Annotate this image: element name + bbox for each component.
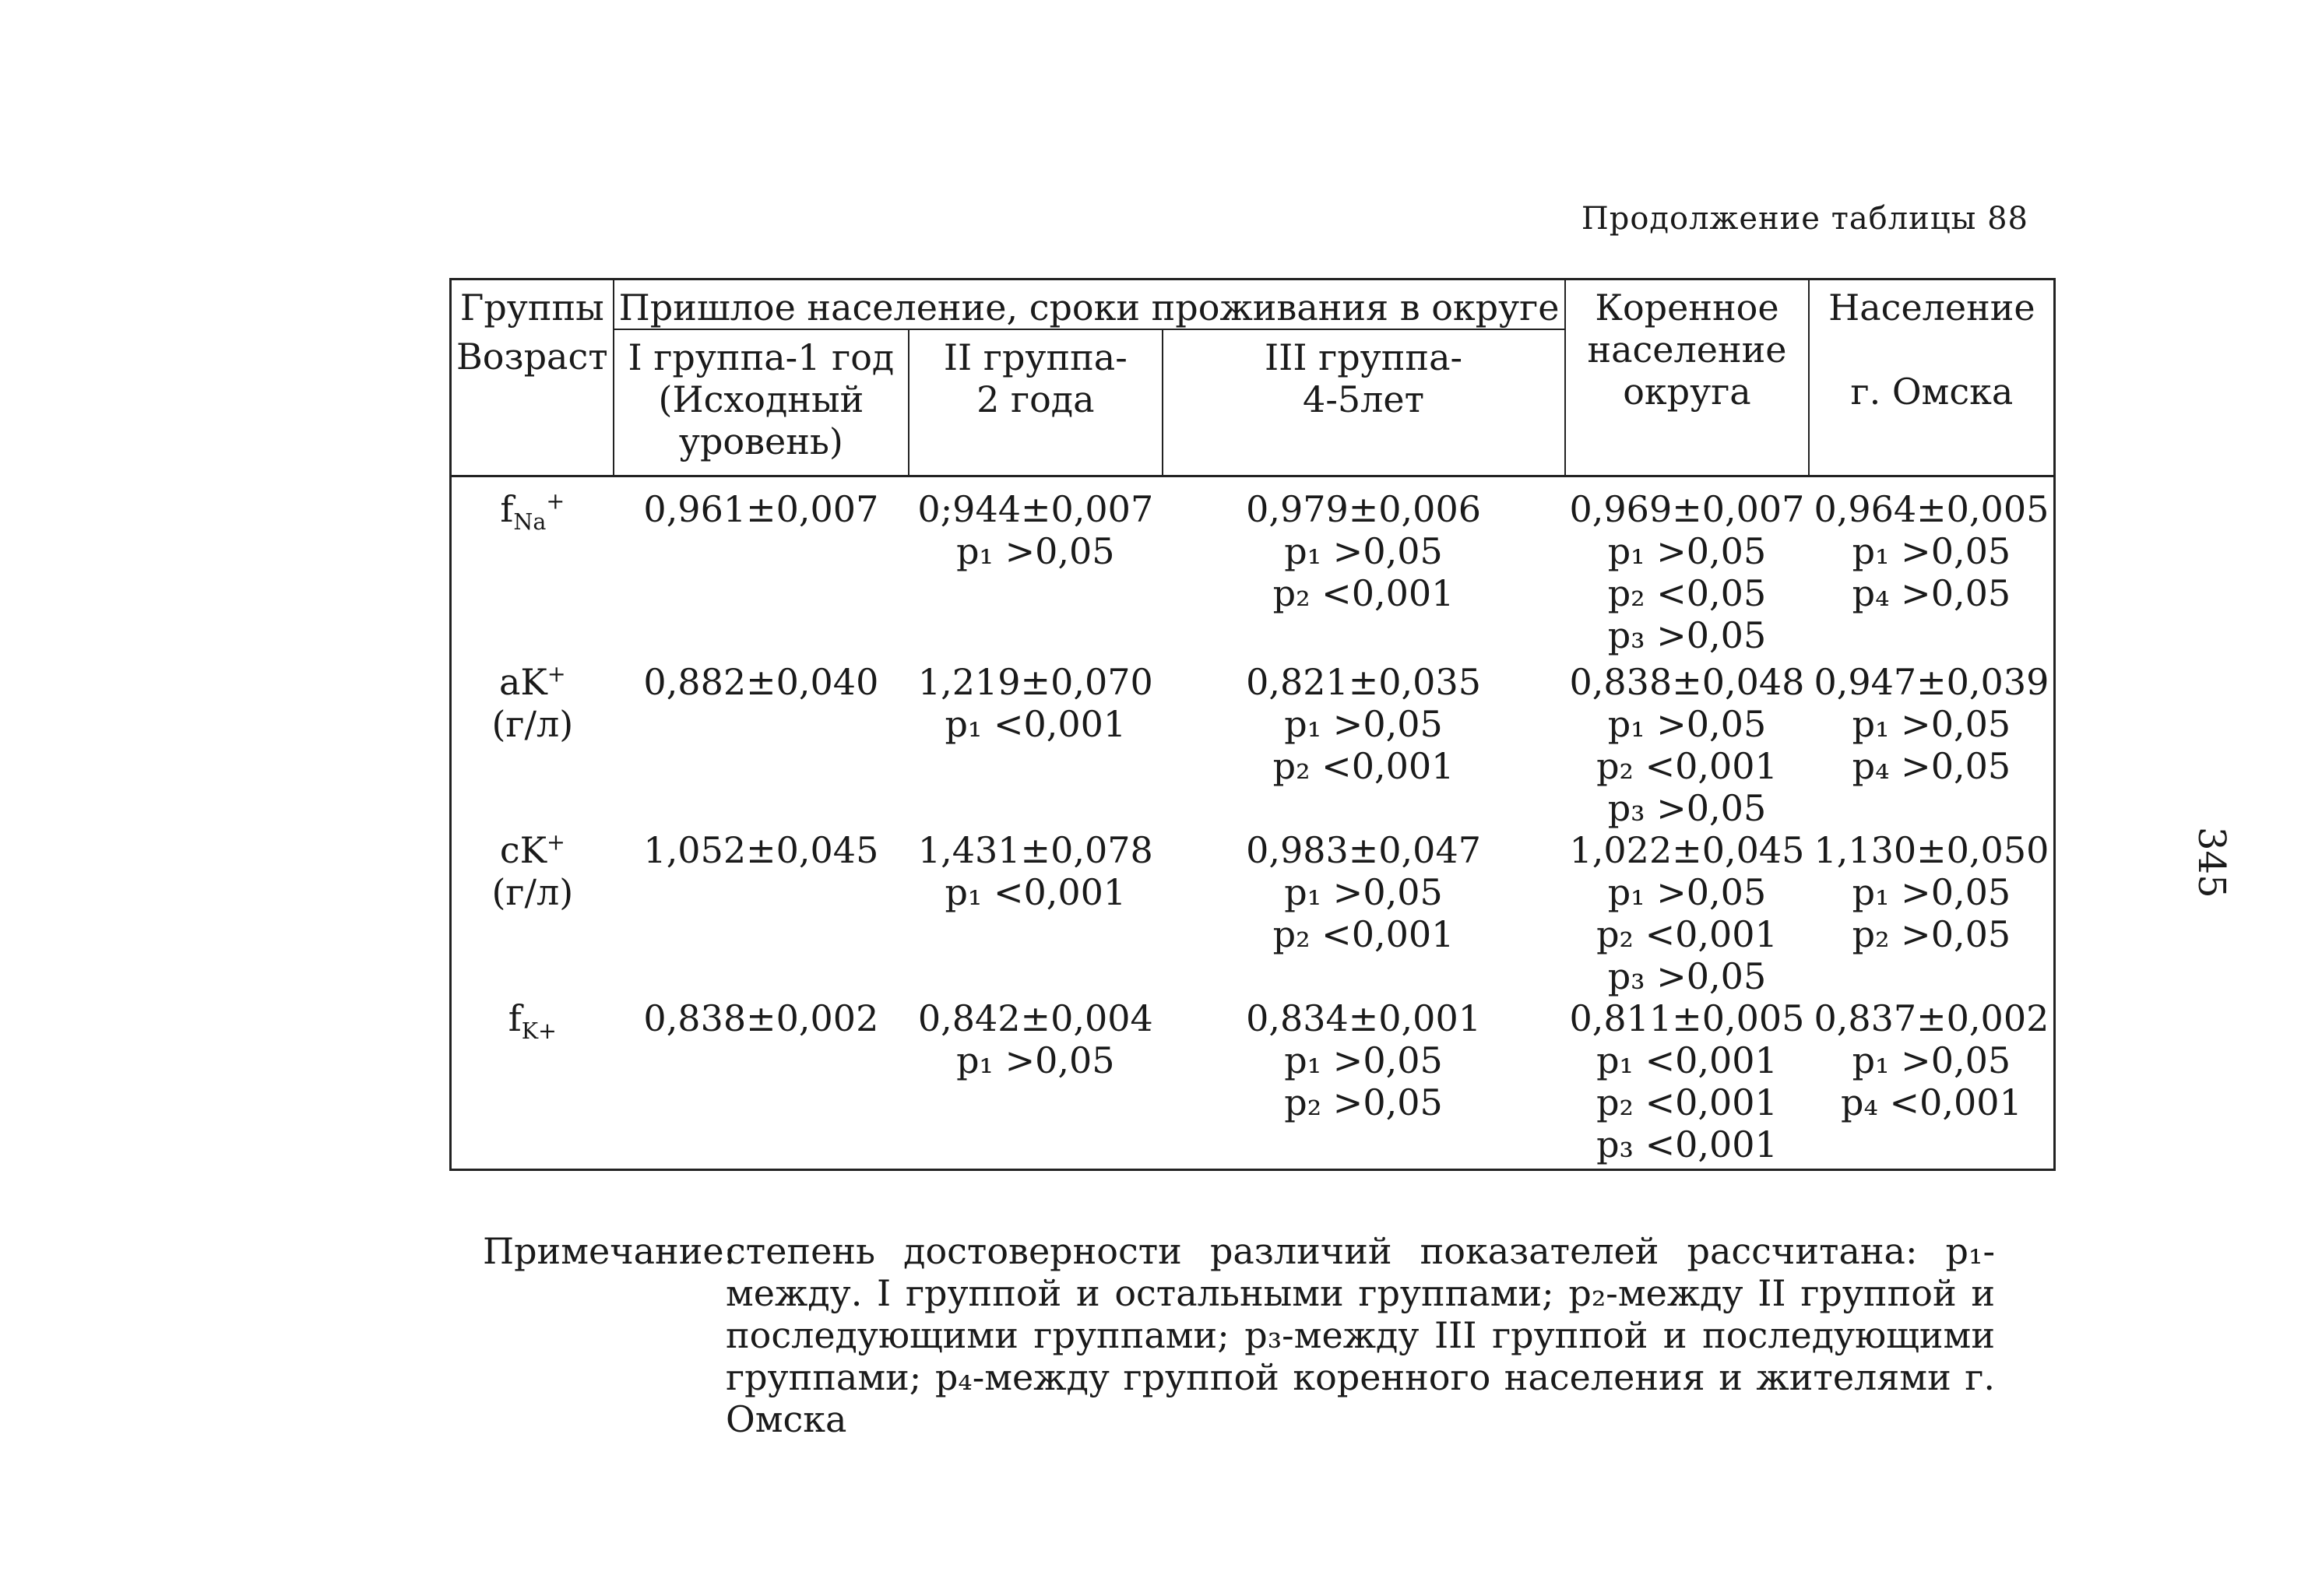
param-subscript: Na <box>513 509 547 536</box>
omsk-cell <box>1809 661 2054 829</box>
header-group2-line: 2 года <box>976 378 1095 420</box>
header-group3-line: 4-5лет <box>1303 378 1425 420</box>
native-cell <box>1565 829 1810 997</box>
cell-line: p₂ <0,001 <box>1596 1081 1778 1123</box>
cell-line: p₂ >0,05 <box>1284 1081 1443 1123</box>
page-number: 345 <box>2190 827 2233 898</box>
param-superscript: + <box>547 661 566 687</box>
table-caption: Продолжение таблицы 88 <box>1581 201 2028 237</box>
group1-cell <box>614 476 909 662</box>
cell-line: p₄ <0,001 <box>1841 1081 2022 1123</box>
param-main: f <box>500 488 514 530</box>
cell-line: p₂ <0,001 <box>1596 745 1778 787</box>
cell-line: 0,882±0,040 <box>643 661 879 703</box>
group2-cell <box>909 829 1162 997</box>
cell-line: 0,842±0,004 <box>917 997 1153 1039</box>
header-omsk <box>1809 279 2054 476</box>
param-superscript: + <box>546 488 565 515</box>
cell-line: 0,964±0,005 <box>1814 488 2049 530</box>
cell-line: p₃ >0,05 <box>1607 787 1767 829</box>
native-cell <box>1565 661 1810 829</box>
header-newcomers: Пришлое население, сроки проживания в округе <box>614 279 1565 330</box>
group3-cell <box>1163 661 1565 829</box>
header-omsk-line: Население <box>1828 287 2035 329</box>
header-group1-line: I группа-1 год <box>628 336 895 378</box>
cell-line: 1,431±0,078 <box>917 829 1153 871</box>
cell-line: p₂ <0,001 <box>1596 913 1778 955</box>
data-table <box>449 278 2056 1171</box>
header-omsk-line: г. Омска <box>1850 371 2014 413</box>
group2-cell <box>909 476 1162 662</box>
cell-line: p₁ >0,05 <box>1852 703 2011 745</box>
cell-line: p₁ >0,05 <box>1607 871 1767 913</box>
native-cell <box>1565 476 1810 662</box>
cell-line: p₂ <0,001 <box>1272 572 1455 614</box>
cell-line: p₁ >0,05 <box>1284 871 1443 913</box>
cell-line: 1,130±0,050 <box>1814 829 2049 871</box>
param-main: f <box>508 997 522 1039</box>
cell-line: p₃ >0,05 <box>1607 614 1767 656</box>
table-row <box>451 829 2055 997</box>
header-native <box>1565 279 1810 476</box>
header-native-line: население <box>1587 329 1787 371</box>
group1-cell <box>614 829 909 997</box>
group1-cell <box>614 997 909 1170</box>
cell-line: p₁ >0,05 <box>1284 530 1443 572</box>
cell-line: 0,947±0,039 <box>1814 661 2049 703</box>
header-groups: Группы <box>459 287 604 329</box>
param-superscript: + <box>546 829 565 856</box>
cell-line: p₂ <0,001 <box>1272 745 1455 787</box>
param-subscript: K+ <box>521 1018 557 1045</box>
param-cell <box>451 661 614 829</box>
cell-line: 0,983±0,047 <box>1246 829 1481 871</box>
param-cell <box>451 997 614 1170</box>
param-main: aK <box>498 661 547 703</box>
cell-line: p₁ >0,05 <box>1852 1039 2011 1081</box>
native-cell <box>1565 997 1810 1170</box>
param-main: cK <box>499 829 547 871</box>
header-group3 <box>1163 329 1565 476</box>
cell-line: p₁ >0,05 <box>956 530 1115 572</box>
cell-line: 0;944±0,007 <box>917 488 1154 530</box>
cell-line: p₁ >0,05 <box>1852 530 2011 572</box>
cell-line: p₁ <0,001 <box>945 871 1127 913</box>
param-unit: (г/л) <box>491 871 574 913</box>
cell-line: p₄ >0,05 <box>1852 572 2011 614</box>
note-text: степень достоверности различий показателей рассчитана: p₁-между. I группой и остальными группами; p₂-между II группой и последующими группами; p₃-между III группой и последующими группами; p₄-между группой коренного населения и жителями г. Омска <box>726 1230 1995 1440</box>
omsk-cell <box>1809 476 2054 662</box>
cell-line: 0,979±0,006 <box>1246 488 1481 530</box>
cell-line: 0,969±0,007 <box>1569 488 1805 530</box>
cell-line: p₁ >0,05 <box>1607 703 1767 745</box>
cell-line: p₂ <0,05 <box>1607 572 1767 614</box>
header-group1-line: (Исходный <box>658 378 864 420</box>
param-unit: (г/л) <box>491 703 574 745</box>
group3-cell <box>1163 829 1565 997</box>
header-group3-line: III группа- <box>1265 336 1463 378</box>
cell-line: p₃ <0,001 <box>1596 1123 1778 1165</box>
header-group1 <box>614 329 909 476</box>
table-row <box>451 997 2055 1170</box>
cell-line: p₄ >0,05 <box>1852 745 2011 787</box>
table-row <box>451 661 2055 829</box>
group2-cell <box>909 661 1162 829</box>
cell-line: 0,821±0,035 <box>1246 661 1481 703</box>
cell-line: 0,961±0,007 <box>643 488 879 530</box>
group3-cell <box>1163 476 1565 662</box>
param-cell <box>451 476 614 662</box>
omsk-cell <box>1809 997 2054 1170</box>
cell-line: p₁ >0,05 <box>956 1039 1115 1081</box>
cell-line: p₁ >0,05 <box>1607 530 1767 572</box>
header-group1-line: уровень) <box>678 420 843 462</box>
header-age: Возраст <box>456 336 608 378</box>
group1-cell <box>614 661 909 829</box>
header-omsk-spacer <box>1814 329 2049 371</box>
cell-line: 0,834±0,001 <box>1246 997 1481 1039</box>
header-group2 <box>909 329 1162 476</box>
cell-line: p₂ >0,05 <box>1852 913 2011 955</box>
cell-line: 1,052±0,045 <box>643 829 879 871</box>
cell-line: p₁ <0,001 <box>1596 1039 1778 1081</box>
cell-line: p₁ >0,05 <box>1284 703 1443 745</box>
cell-line: 0,838±0,002 <box>643 997 879 1039</box>
cell-line: p₁ >0,05 <box>1284 1039 1443 1081</box>
omsk-cell <box>1809 829 2054 997</box>
cell-line: 0,837±0,002 <box>1814 997 2049 1039</box>
cell-line: 1,219±0,070 <box>917 661 1153 703</box>
group2-cell <box>909 997 1162 1170</box>
table-row <box>451 476 2055 662</box>
header-native-line: Коренное <box>1595 287 1779 329</box>
param-cell <box>451 829 614 997</box>
cell-line: 1,022±0,045 <box>1569 829 1805 871</box>
cell-line: 0,811±0,005 <box>1569 997 1805 1039</box>
group3-cell <box>1163 997 1565 1170</box>
cell-line: p₃ >0,05 <box>1607 955 1767 997</box>
cell-line: p₁ <0,001 <box>945 703 1127 745</box>
cell-line: p₁ >0,05 <box>1852 871 2011 913</box>
cell-line: 0,838±0,048 <box>1569 661 1805 703</box>
cell-line: p₂ <0,001 <box>1272 913 1455 955</box>
note-label: Примечание: <box>483 1230 737 1272</box>
header-group2-line: II группа- <box>943 336 1128 378</box>
header-native-line: округа <box>1623 371 1751 413</box>
